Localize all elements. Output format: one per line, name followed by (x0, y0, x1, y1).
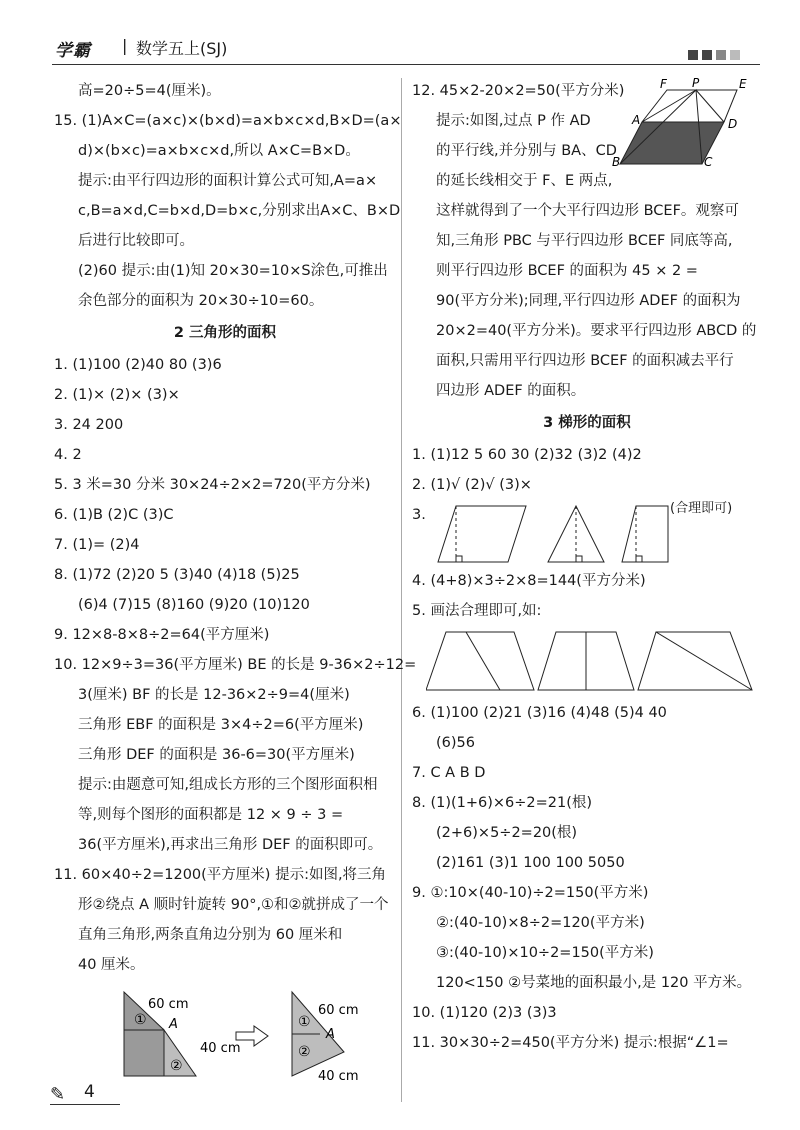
answer-line: 1. (1)100 (2)40 80 (3)6 (54, 357, 222, 373)
answer-line: 3. 24 200 (54, 417, 124, 433)
answer-line: (2)60 提示:由(1)知 20×30=10×S涂色,可推出 (78, 263, 388, 279)
point-label: A (632, 113, 641, 127)
hint-line: 提示:如图,过点 P 作 AD (436, 113, 591, 129)
point-label: C (704, 155, 713, 168)
hint-line: 这样就得到了一个大平行四边形 BCEF。观察可 (436, 203, 739, 219)
hint-line: 形②绕点 A 顺时针旋转 90°,①和②就拼成了一个 (78, 897, 389, 913)
answer-line: 3. (412, 507, 426, 523)
header-rule (52, 64, 760, 65)
answer-line: (6)56 (436, 735, 475, 751)
triangle-rotation-figure (114, 988, 414, 1088)
piece-1-label: ① (134, 1012, 147, 1028)
hint-line: 20×2=40(平方分米)。要求平行四边形 ABCD 的 (436, 323, 757, 339)
figure-line (696, 90, 724, 122)
right-angle-mark (456, 556, 462, 562)
figure-line (642, 90, 696, 122)
answer-line: 5. 3 米=30 分米 30×24÷2×2=720(平方分米) (54, 477, 371, 493)
length-40-label: 40 cm (318, 1069, 359, 1084)
answer-line: 11. 30×30÷2=450(平方分米) 提示:根据“∠1= (412, 1035, 729, 1051)
left-column (54, 76, 417, 1088)
answer-line: 三角形 EBF 的面积是 3×4÷2=6(平方厘米) (78, 717, 364, 733)
length-60-label: 60 cm (148, 997, 189, 1012)
hint-line: 后进行比较即可。 (78, 233, 194, 249)
answer-line: 9. ①:10×(40-10)÷2=150(平方米) (412, 885, 649, 901)
answer-line: 5. 画法合理即可,如: (412, 603, 542, 619)
subject-title: 数学五上(SJ) (136, 39, 228, 58)
answer-line: 2. (1)× (2)× (3)× (54, 387, 180, 403)
piece-1-label: ① (298, 1014, 311, 1030)
answer-line: 4. (4+8)×3÷2×8=144(平方分米) (412, 573, 646, 589)
answer-line: (2+6)×5÷2=20(根) (436, 825, 578, 841)
answer-line: (6)4 (7)15 (8)160 (9)20 (10)120 (78, 597, 310, 613)
header-square-icon (688, 50, 698, 60)
answer-line: 12. 45×2-20×2=50(平方分米) (412, 83, 625, 99)
trapezoid-shape (426, 632, 534, 690)
answer-line: 高=20÷5=4(厘米)。 (78, 83, 221, 99)
note-text: (合理即可) (670, 501, 733, 516)
answer-line: 11. 60×40÷2=1200(平方厘米) 提示:如图,将三角 (54, 867, 387, 883)
hint-line: 等,则每个图形的面积都是 12 × 9 ÷ 3 = (78, 807, 344, 823)
point-label: P (692, 78, 700, 90)
hint-line: 36(平方厘米),再求出三角形 DEF 的面积即可。 (78, 837, 383, 853)
hint-line: 知,三角形 PBC 与平行四边形 BCEF 同底等高, (436, 233, 733, 249)
arrow-right-icon (236, 1026, 268, 1046)
right-angle-mark (576, 556, 582, 562)
answer-line: ③:(40-10)×10÷2=150(平方米) (436, 945, 654, 961)
section-title: 2 三角形的面积 (173, 325, 277, 341)
brand-logo: 学霸 (55, 41, 91, 61)
parallelogram-figure (612, 78, 762, 168)
column-divider (401, 78, 402, 1102)
answer-line: 120<150 ②号菜地的面积最小,是 120 平方米。 (436, 975, 752, 991)
answer-line: 1. (1)12 5 60 30 (2)32 (3)2 (4)2 (412, 447, 642, 463)
page-footer (50, 1080, 170, 1120)
point-label: B (612, 155, 621, 168)
hint-line: 四边形 ADEF 的面积。 (436, 383, 586, 399)
right-angle-mark (636, 556, 642, 562)
answer-line: 10. 12×9÷3=36(平方厘米) BE 的长是 9-36×2÷12= (54, 657, 417, 673)
answer-line: 7. (1)= (2)4 (54, 537, 140, 553)
point-a-label: A (169, 1017, 178, 1032)
hint-line: 40 厘米。 (78, 957, 145, 973)
answer-line: (2)161 (3)1 100 100 5050 (436, 855, 625, 871)
header-separator: | (122, 36, 128, 55)
answer-line: 9. 12×8-8×8÷2=64(平方厘米) (54, 627, 270, 643)
point-label: F (660, 78, 667, 91)
piece-2-label: ② (170, 1058, 183, 1074)
hint-line: 则平行四边形 BCEF 的面积为 45 × 2 = (436, 263, 698, 279)
trapezoid-division-figures (426, 628, 756, 694)
answer-line: 8. (1)72 (2)20 5 (3)40 (4)18 (5)25 (54, 567, 300, 583)
page-number: 4 (84, 1082, 95, 1102)
header-square-icon (730, 50, 740, 60)
header-square-icon (716, 50, 726, 60)
footer-rule (50, 1104, 120, 1105)
piece-2-label: ② (298, 1044, 311, 1060)
answer-line: 6. (1)B (2)C (3)C (54, 507, 174, 523)
answer-line: ②:(40-10)×8÷2=120(平方米) (436, 915, 645, 931)
answer-line: 4. 2 (54, 447, 82, 463)
height-figures (436, 504, 686, 566)
hint-line: c,B=a×d,C=b×d,D=b×c,分别求出A×C、B×D (78, 203, 401, 219)
trapezoid-shape (638, 632, 752, 690)
length-60-label: 60 cm (318, 1003, 359, 1018)
hint-line: 的延长线相交于 F、E 两点, (436, 173, 613, 189)
hint-line: 直角三角形,两条直角边分别为 60 厘米和 (78, 927, 343, 943)
pencil-icon: ✎ (50, 1084, 66, 1105)
answer-line: 2. (1)√ (2)√ (3)× (412, 477, 532, 493)
hint-line: 的平行线,并分别与 BA、CD (436, 143, 617, 159)
hint-line: 提示:由平行四边形的面积计算公式可知,A=a× (78, 173, 378, 189)
answer-line: 7. C A B D (412, 765, 486, 781)
answer-line: 余色部分的面积为 20×30÷10=60。 (78, 293, 324, 309)
hint-line: 提示:由题意可知,组成长方形的三个图形面积相 (78, 777, 378, 793)
length-40-label: 40 cm (200, 1041, 241, 1056)
page-header (40, 28, 760, 68)
parallelogram-adef-outline (642, 90, 737, 122)
division-line (656, 632, 752, 690)
hint-line: 面积,只需用平行四边形 BCEF 的面积减去平行 (436, 353, 734, 369)
answer-line: 15. (1)A×C=(a×c)×(b×d)=a×b×c×d,B×D=(a× (54, 113, 402, 129)
answer-line: 3(厘米) BF 的长是 12-36×2÷9=4(厘米) (78, 687, 350, 703)
point-label: D (728, 117, 738, 131)
point-label: E (739, 78, 747, 91)
division-line (466, 632, 500, 690)
answer-line: d)×(b×c)=a×b×c×d,所以 A×C=B×D。 (78, 143, 360, 159)
answer-line: 6. (1)100 (2)21 (3)16 (4)48 (5)4 40 (412, 705, 667, 721)
right-column (412, 76, 762, 1058)
answer-line: 三角形 DEF 的面积是 36-6=30(平方厘米) (78, 747, 355, 763)
header-square-icon (702, 50, 712, 60)
parallelogram-shape (438, 506, 526, 562)
trapezoid-shape (622, 506, 668, 562)
hint-line: 90(平方分米);同理,平行四边形 ADEF 的面积为 (436, 293, 741, 309)
section-title: 3 梯形的面积 (543, 415, 631, 431)
answer-3-row (412, 500, 762, 566)
answer-line: 10. (1)120 (2)3 (3)3 (412, 1005, 557, 1021)
answer-line: 8. (1)(1+6)×6÷2=21(根) (412, 795, 593, 811)
point-a-label: A (326, 1027, 335, 1042)
